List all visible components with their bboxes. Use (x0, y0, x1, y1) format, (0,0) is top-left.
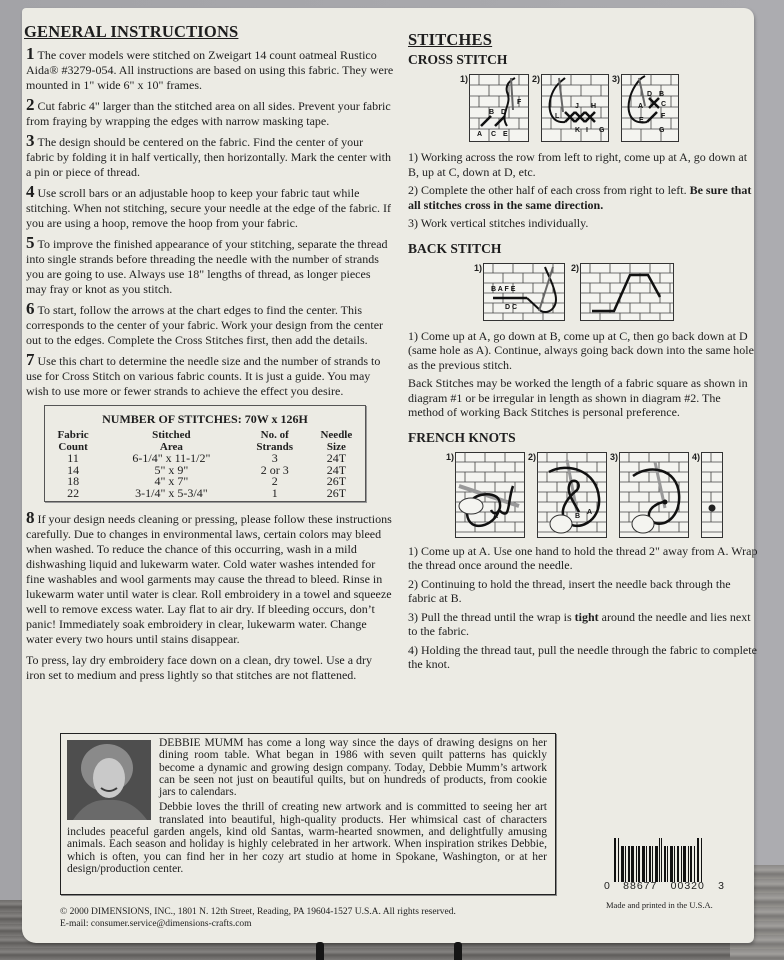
stitch-table-title: NUMBER OF STITCHES: 70W x 126H (102, 412, 308, 426)
general-instructions-column (24, 22, 394, 687)
instruction-3: 3 The design should be centered on the fabric. Find the center of your fabric by folding it in half vertically, then horizontally. Mark the center with a pin or piece of thread. (26, 131, 391, 179)
general-instructions-title: GENERAL INSTRUCTIONS (24, 22, 239, 41)
french-knot-diagram-4: 4) (692, 452, 723, 538)
cross-stitch-diagram-1: 1) B D F A C E (460, 74, 529, 142)
back-stitch-diagram-1-icon (483, 263, 565, 321)
bio-text (67, 737, 547, 878)
table-row: 18 4" x 7" 2 26T (67, 474, 347, 488)
table-row: 11 6-1/4" x 11-1/2" 3 24T (67, 451, 347, 465)
svg-text:F: F (517, 99, 522, 106)
display-stand-leg-right (454, 942, 462, 960)
header-needle-size: Needle Size (320, 429, 353, 453)
french-knot-step-3: 3) Pull the thread until the wrap is tight around the needle and lies next to the fabric. (408, 609, 751, 638)
number-of-stitches-table (44, 405, 366, 502)
header-stitched-area: Stitched Area (152, 429, 191, 453)
cross-stitch-diagram-2: 2) J H L K I G (532, 74, 609, 142)
designer-bio-box (60, 733, 556, 895)
cross-stitch-step-1: 1) Working across the row from left to right, come up at A, go down at B, up at C, down at D, etc. (408, 150, 748, 179)
back-stitch-note: Back Stitches may be worked the length of a fabric square as shown in diagram #1 or be irregular in length as shown in diagram #2. The method of working Back Stitches is personal preference. (408, 376, 748, 419)
back-stitch-diagrams (474, 263, 758, 321)
svg-text:A: A (587, 508, 593, 516)
svg-text:F: F (661, 113, 666, 120)
cross-stitch-diagram-1-icon (469, 74, 529, 142)
email-text: E-mail: consumer.service@dimensions-crafts.com (60, 919, 252, 929)
cross-stitch-diagram-3: 3) D B A C F E G (612, 74, 679, 142)
barcode-number: 0 88677 00320 3 (604, 880, 724, 892)
instruction-7: 7 Use this chart to determine the needle size and the number of strands to use for Cross Stitch on various fabric counts. It is just a guide. You may wish to use more or fewer strands to achieve the effect you desire. (26, 350, 381, 398)
made-in-usa-text: Made and printed in the U.S.A. (606, 900, 713, 910)
stitches-column (408, 30, 758, 676)
svg-text:B A F E: B A F E (491, 285, 516, 293)
bio-paragraph-2: Debbie loves the thrill of creating new artwork and is committed to seeing her art translated into beautiful, high-quality products. Her whimsical cast of characters includes peaceful garden angels, kind old Santas, warm-hearted snowmen, and delightfully amusing animals. Each season and holiday is highly celebrated in her artwork. When inspiration strikes Debbie, which is often, you can find her in her cozy art studio at home in Spokane, Washington, or at her design/production center. (67, 801, 547, 875)
copyright-footer (60, 906, 456, 930)
back-stitch-diagram-1: 1) B A F E D C (474, 263, 565, 321)
french-knot-diagram-1-icon (455, 452, 525, 538)
svg-text:E: E (503, 131, 508, 138)
french-knot-diagram-1: 1) A (446, 452, 525, 538)
french-knots-title: FRENCH KNOTS (408, 429, 516, 445)
french-knot-diagram-2-icon (537, 452, 607, 538)
french-knot-diagram-3: 3) (610, 452, 689, 538)
french-knot-diagram-4-icon (701, 452, 723, 538)
svg-text:B: B (575, 512, 581, 520)
svg-text:C: C (491, 131, 497, 138)
upc-barcode (604, 846, 728, 910)
header-fabric-count: Fabric Count (57, 429, 89, 453)
cross-stitch-step-2: 2) Complete the other half of each cross from right to left. Be sure that all stitches cross in the same direction. (408, 183, 752, 212)
svg-text:C: C (661, 101, 667, 108)
french-knot-step-2: 2) Continuing to hold the thread, insert the needle back through the fabric at B. (408, 576, 731, 605)
cross-stitch-step-3: 3) Work vertical stitches individually. (408, 216, 589, 230)
stitch-table (45, 429, 365, 499)
stitches-title: STITCHES (408, 30, 493, 49)
bio-paragraph-1: DEBBIE MUMM has come a long way since the days of drawing designs on her dining room table. What began in 1986 with seven quilt patterns has quickly become a dynamic and growing design company. Today, Debbie Mumm’s artwork can be seen not just on beautiful quilts, but on hundreds of products, from cookie jars to calendars. (159, 737, 547, 799)
back-stitch-step-1: 1) Come up at A, go down at B, come up at C, then go back down at D (same hole as A). Continue, always going back down into the same hole as the previous stitch. (408, 328, 754, 372)
svg-text:D: D (647, 91, 653, 98)
french-knot-step-1: 1) Come up at A. Use one hand to hold the thread 2" away from A. Wrap the thread once around the needle. (408, 543, 758, 572)
svg-text:L: L (555, 113, 560, 120)
svg-text:E: E (639, 117, 644, 124)
cross-stitch-diagrams (460, 74, 758, 142)
svg-text:B: B (489, 109, 495, 116)
french-knot-diagrams (446, 452, 758, 538)
instruction-2: 2 Cut fabric 4" larger than the stitched area on all sides. Prevent your fabric from fraying by wrapping the edges with narrow masking tape. (26, 95, 391, 128)
press-instructions: To press, lay dry embroidery face down on a clean, dry towel. Use a dry iron set to medium and press lightly so that stitches are not flattened. (26, 653, 373, 682)
barcode-icon (614, 846, 728, 882)
svg-text:A: A (493, 512, 499, 520)
french-knot-diagram-3-icon (619, 452, 689, 538)
back-stitch-diagram-2: 2) (571, 263, 674, 321)
instruction-1: 1 The cover models were stitched on Zweigart 14 count oatmeal Rustico Aida® #3279-054. All instructions are based on using this fabric. They were mounted in 1" wide 6" x 10" frames. (26, 44, 394, 92)
svg-text:J: J (575, 103, 579, 110)
instruction-5: 5 To improve the finished appearance of your stitching, separate the thread into single strands before threading the needle with the number of strands you are going to use. Always use 18" lengths of thread, as longer pieces may fray or knot as you stitch. (26, 233, 388, 296)
back-stitch-title: BACK STITCH (408, 240, 502, 256)
svg-text:G: G (659, 127, 665, 134)
cross-stitch-diagram-3-icon (621, 74, 679, 142)
back-stitch-diagram-2-icon (580, 263, 674, 321)
svg-text:G: G (599, 127, 605, 134)
table-header-row (45, 429, 365, 453)
svg-text:I: I (586, 127, 588, 134)
svg-text:B: B (659, 91, 665, 98)
cross-stitch-title: CROSS STITCH (408, 52, 508, 67)
svg-text:A: A (638, 103, 644, 110)
instruction-4: 4 Use scroll bars or an adjustable hoop to keep your fabric taut while stitching. When not stitching, secure your needle at the edge of the fabric. If you are using a hoop, remove the hoop from your fabric. (26, 182, 391, 230)
display-stand-leg-left (316, 942, 324, 960)
svg-text:K: K (575, 127, 581, 134)
svg-text:H: H (591, 103, 597, 110)
svg-text:A: A (477, 131, 483, 138)
instruction-6: 6 To start, follow the arrows at the chart edges to find the center. This corresponds to the center of your fabric. Work your design from the center out to the edges. Complete the Cross Stitches first, then add the details. (26, 299, 384, 347)
cross-stitch-diagram-2-icon (541, 74, 609, 142)
french-knot-diagram-2: 2) B A (528, 452, 607, 538)
french-knot-step-4: 4) Holding the thread taut, pull the needle through the fabric to complete the knot. (408, 642, 757, 671)
svg-text:D: D (501, 109, 507, 116)
header-strands: No. of Strands (256, 429, 294, 453)
table-row: 22 3-1/4" x 5-3/4" 1 26T (67, 485, 347, 500)
table-row: 14 5" x 9" 2 or 3 24T (67, 462, 347, 477)
instruction-8: 8 If your design needs cleaning or pressing, please follow these instructions carefully. Due to changes in environmental laws, certain colors may bleed when washed. To reduce the chance of this occurring, wash in a mild dishwashing liquid and lukewarm water. Cold water washes intended for fine washables and wool garments may cause the thread to bleed. Rinse in lukewarm water until water is clear. Roll embroidery in a towel and squeeze well to remove excess water. Lay flat to air dry. If bleeding occurs, don’t panic! Immediately soak embroidery in clear, lukewarm water. Change water every two hours until stains disappear. (26, 508, 392, 646)
svg-text:D C: D C (505, 303, 518, 311)
copyright-text: © 2000 DIMENSIONS, INC., 1801 N. 12th Street, Reading, PA 19604-1527 U.S.A. All rights reserved. (60, 907, 456, 917)
